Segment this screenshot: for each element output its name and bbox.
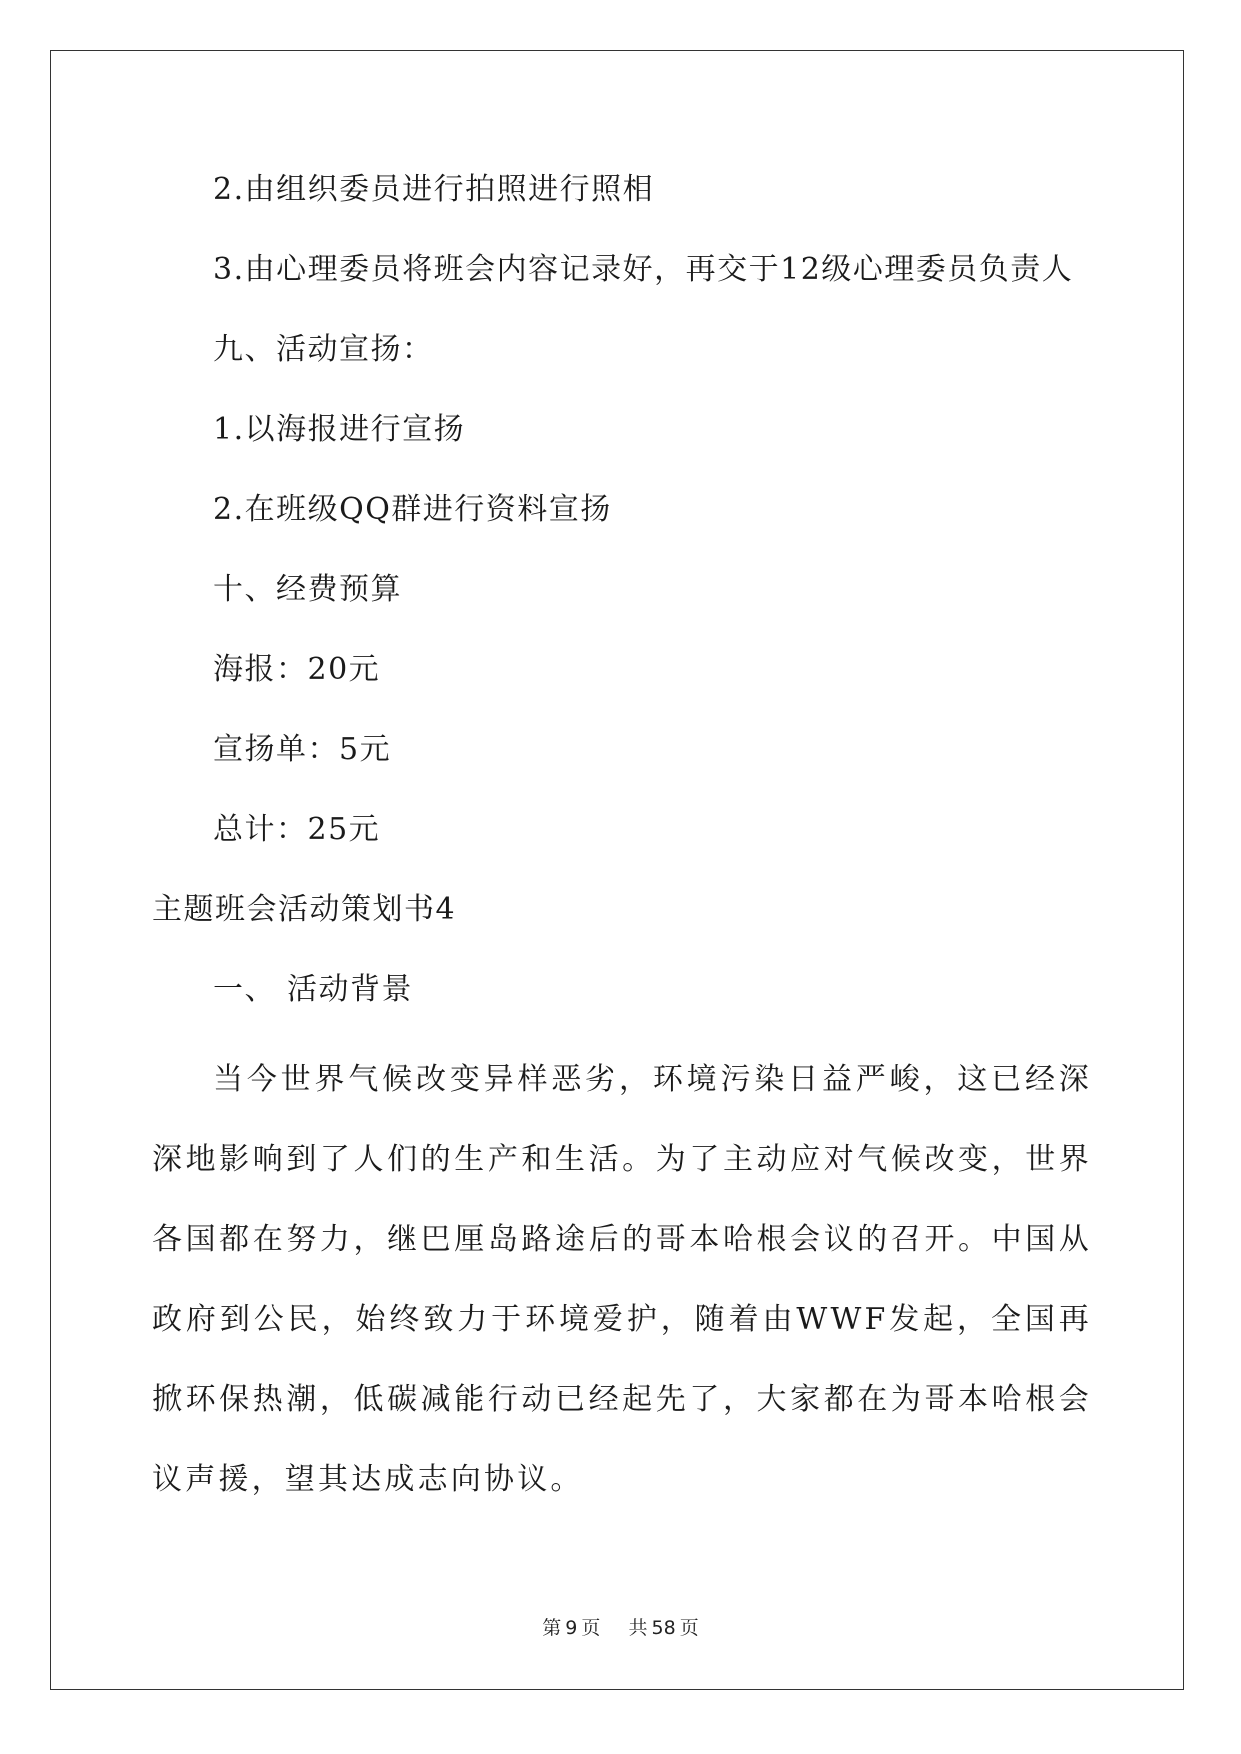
section-heading-budget: 十、经费预算 xyxy=(213,572,402,607)
text-line-4: 1.以海报进行宣扬 xyxy=(213,412,466,447)
text-line-1: 2.由组织委员进行拍照进行照相 xyxy=(213,172,655,207)
page-footer xyxy=(0,1615,1241,1641)
section-heading-background: 一、 活动背景 xyxy=(213,972,414,1007)
footer-page-prefix: 第 xyxy=(542,1617,562,1639)
footer-total-prefix: 共 xyxy=(628,1617,648,1639)
footer-total-suffix: 页 xyxy=(679,1617,699,1639)
footer-page-number: 9 xyxy=(565,1617,578,1639)
footer-page-suffix: 页 xyxy=(581,1617,601,1639)
background-paragraph: 当今世界气候改变异样恶劣，环境污染日益严峻，这已经深深地影响到了人们的生产和生活。为了主动应对气候改变，世界各国都在努力，继巴厘岛路途后的哥本哈根会议的召开。中国从政府到公民，始终致力于环境爱护，随着由WWF发起，全国再掀环保热潮，低碳减能行动已经起先了，大家都在为哥本哈根会议声援，望其达成志向协议。 xyxy=(152,1062,1092,1497)
budget-total: 总计：25元 xyxy=(213,812,381,847)
text-line-5: 2.在班级QQ群进行资料宣扬 xyxy=(213,492,612,527)
budget-item-flyer: 宣扬单：5元 xyxy=(213,732,392,767)
text-line-2: 3.由心理委员将班会内容记录好，再交于12级心理委员负责人 xyxy=(213,252,1074,287)
document-title: 主题班会活动策划书4 xyxy=(152,892,457,927)
footer-total-pages: 58 xyxy=(651,1617,676,1639)
budget-item-poster: 海报：20元 xyxy=(213,652,381,687)
section-heading-publicity: 九、活动宣扬： xyxy=(213,332,434,367)
